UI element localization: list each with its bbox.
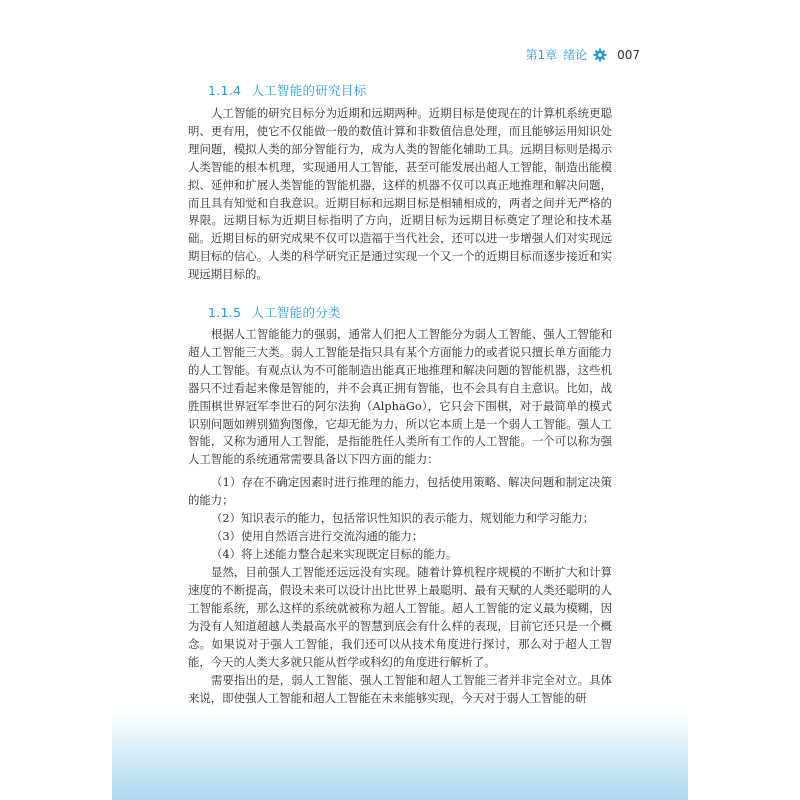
chapter-title: 绪论 bbox=[563, 48, 588, 62]
running-header bbox=[525, 46, 640, 63]
body-paragraph: 显然，目前强人工智能还远远没有实现。随着计算机程序规模的不断扩大和计算速度的不断提高，假设未来可以设计出比世界上最聪明、最有天赋的人类还聪明的人工智能系统，那么这样的系统就被称为超人工智能。超人工智能的定义最为模糊，因为没有人知道超越人类最高水平的智慧到底会有什么样的表现，目前它还只是一个概念。如果说对于强人工智能，我们还可以从技术角度进行探讨，那么对于超人工智能，今天的人类大多就只能从哲学或科幻的角度进行解析了。 bbox=[188, 565, 612, 669]
list-item: （3）使用自然语言进行交流沟通的能力； bbox=[211, 529, 424, 543]
list-item: （1）存在不确定因素时进行推理的能力，包括使用策略、解决问题和制定决策的能力； bbox=[188, 475, 612, 507]
section-title: 人工智能的研究目标 bbox=[251, 83, 367, 98]
section-title: 人工智能的分类 bbox=[251, 305, 341, 320]
body-paragraph: 需要指出的是，弱人工智能、强人工智能和超人工智能三者并非完全对立。具体来说，即使强人工智能和超人工智能在未来能够实现，今天对于弱人工智能的研 bbox=[188, 673, 612, 705]
list-item: （2）知识表示的能力，包括常识性知识的表示能力、规划能力和学习能力； bbox=[211, 511, 595, 525]
section-heading-1-1-4 bbox=[208, 81, 367, 99]
section-number: 1.1.4 bbox=[208, 83, 242, 98]
gear-icon bbox=[593, 48, 607, 62]
section-heading-1-1-5 bbox=[208, 303, 341, 321]
footer-decoration bbox=[112, 712, 688, 800]
section-number: 1.1.5 bbox=[208, 305, 242, 320]
page-number: 007 bbox=[617, 47, 640, 62]
body-paragraph: 人工智能的研究目标分为近期和远期两种。近期目标是使现在的计算机系统更聪明、更有用，使它不仅能做一般的数值计算和非数值信息处理，而且能够运用知识处理问题，模拟人类的部分智能行为，成为人类的智能化辅助工具。远期目标则是揭示人类智能的根本机理，实现通用人工智能，甚至可能发展出超人工智能，制造出能模拟、延伸和扩展人类智能的智能机器，这样的机器不仅可以真正地推理和解决问题，而且具有知觉和自我意识。近期目标和远期目标是相辅相成的，两者之间并无严格的界限。远期目标为近期目标指明了方向，近期目标为远期目标奠定了理论和技术基础。近期目标的研究成果不仅可以造福于当代社会，还可以进一步增强人们对实现远期目标的信心。人类的科学研究正是通过实现一个又一个的近期目标而逐步接近和实现远期目标的。 bbox=[188, 106, 612, 282]
body-paragraph: 根据人工智能能力的强弱，通常人们把人工智能分为弱人工智能、强人工智能和超人工智能三大类。弱人工智能是指只具有某个方面能力的或者说只擅长单方面能力的人工智能。有观点认为不可能制造出能真正地推理和解决问题的智能机器，这些机器只不过看起来像是智能的，并不会真正拥有智能，也不会具有自主意识。比如，战胜围棋世界冠军李世石的阿尔法狗（AlphaGo），它只会下围棋，对于最简单的模式识别问题如辨别猫狗图像，它却无能为力，所以它本质上是一个弱人工智能。强人工智能，又称为通用人工智能，是指能胜任人类所有工作的人工智能。一个可以称为强人工智能的系统通常需要具备以下四方面的能力： bbox=[188, 327, 612, 467]
list-item: （4）将上述能力整合起来实现既定目标的能力。 bbox=[211, 547, 458, 561]
chapter-number: 第1章 bbox=[525, 48, 558, 62]
